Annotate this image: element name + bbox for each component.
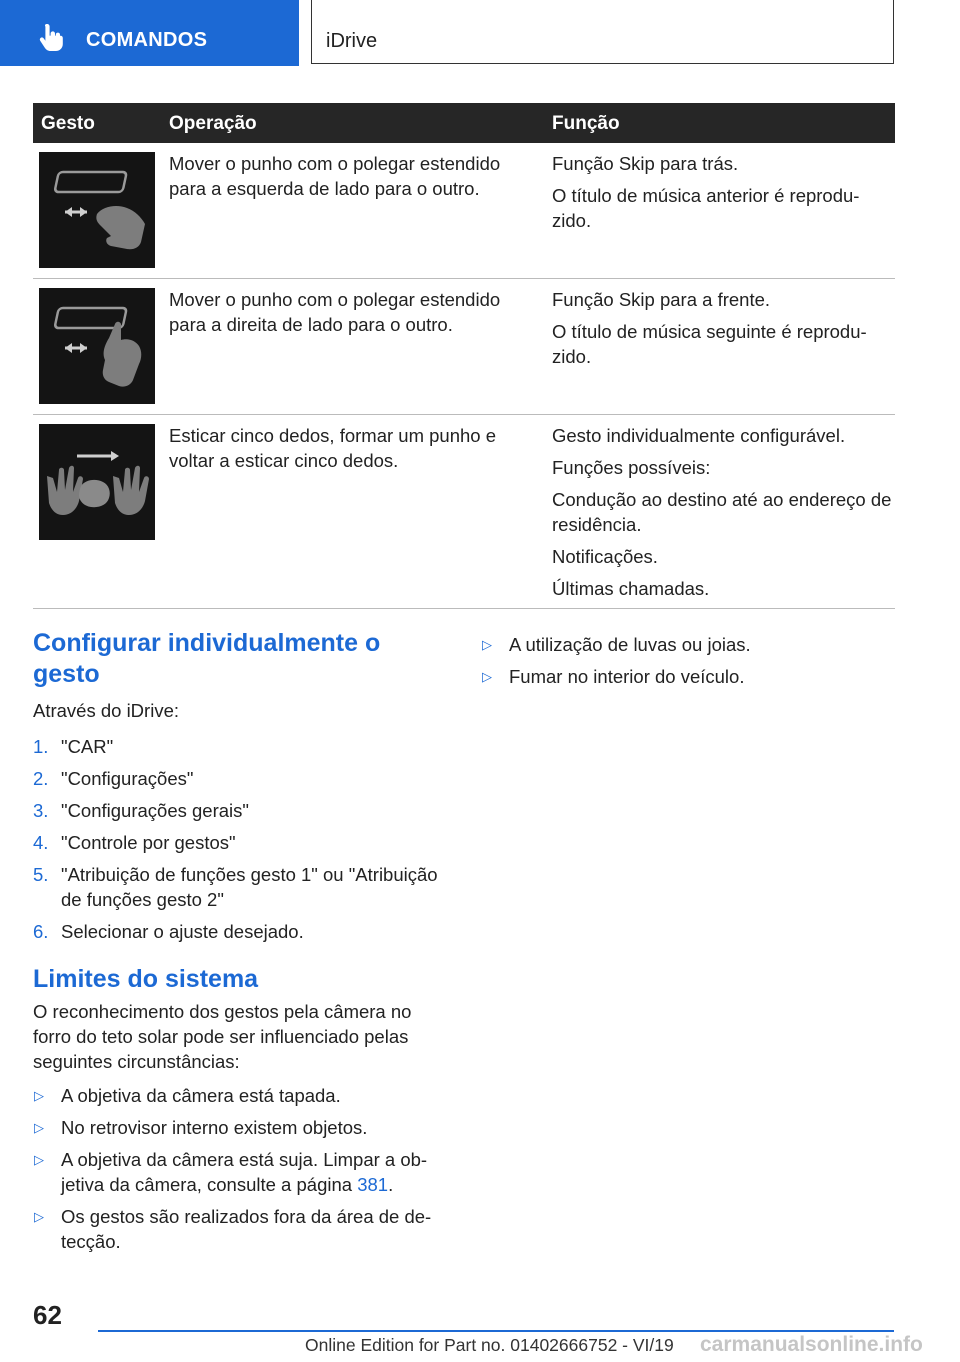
edition-text: Online Edition for Part no. 01402666752 - VI/19 — [305, 1335, 674, 1355]
config-heading: Configurar individualmente o gesto — [33, 629, 381, 688]
gesture-swipe-right-icon — [39, 288, 155, 404]
operation-text: Mover o punho com o polegar estendido para a esquerda de lado para o outro. — [169, 153, 501, 199]
operation-text: Mover o punho com o polegar estendido para a direita de lado para o outro. — [169, 289, 501, 335]
hand-pointer-icon — [38, 22, 66, 52]
column-header-operation: Operação — [169, 113, 257, 134]
list-item — [33, 798, 443, 823]
function-text — [552, 151, 892, 240]
function-line: Gesto individualmente configurável. — [552, 425, 846, 446]
table-row — [33, 279, 895, 415]
limits-list — [33, 1083, 443, 1254]
function-line: Últimas chamadas. — [552, 578, 710, 599]
function-line: O título de música seguinte é reprodu-zido. — [552, 321, 867, 367]
function-line: O título de música anterior é reprodu-zido. — [552, 185, 860, 231]
list-item — [33, 734, 443, 759]
column-header-function: Função — [552, 113, 620, 134]
list-item — [33, 1083, 443, 1108]
column-header-gesture: Gesto — [41, 113, 95, 134]
step-number: 4. — [33, 832, 49, 853]
step-text: "Configurações gerais" — [61, 800, 249, 821]
triangle-bullet-icon: ▷ — [482, 669, 492, 684]
list-item — [33, 830, 443, 855]
list-item — [481, 632, 891, 657]
function-line: Notificações. — [552, 546, 658, 567]
step-number: 2. — [33, 768, 49, 789]
list-item — [33, 766, 443, 791]
step-text: "CAR" — [61, 736, 114, 757]
bullet-text: . — [388, 1174, 394, 1195]
left-column — [33, 628, 443, 1261]
function-line: Funções possíveis: — [552, 457, 711, 478]
page-number: 62 — [33, 1300, 62, 1330]
table-header — [33, 103, 895, 143]
gesture-table — [33, 103, 895, 609]
section-title: COMANDOS — [86, 29, 208, 51]
triangle-bullet-icon: ▷ — [34, 1152, 44, 1167]
bullet-text: A objetiva da câmera está suja. Limpar a ob-jetiva da câmera, consulte a página — [61, 1149, 428, 1195]
chapter-header — [311, 0, 894, 64]
step-number: 3. — [33, 800, 49, 821]
gesture-swipe-left-icon — [39, 152, 155, 268]
list-item — [33, 862, 443, 912]
config-intro: Através do iDrive: — [33, 700, 179, 721]
function-line: Função Skip para a frente. — [552, 289, 771, 310]
table-row — [33, 415, 895, 609]
function-line: Função Skip para trás. — [552, 153, 739, 174]
operation-text: Esticar cinco dedos, formar um punho e voltar a esticar cinco dedos. — [169, 425, 496, 471]
step-number: 5. — [33, 864, 49, 885]
list-item — [33, 1147, 443, 1197]
triangle-bullet-icon: ▷ — [34, 1120, 44, 1135]
gesture-spread-fist-spread-icon — [39, 424, 155, 540]
list-item — [33, 1204, 443, 1254]
chapter-title: iDrive — [326, 30, 378, 52]
page-link[interactable]: 381 — [357, 1174, 389, 1195]
limits-intro: O reconhecimento dos gestos pela câmera no forro do teto solar pode ser influenciado pelas seguintes circunstâncias: — [33, 1001, 412, 1072]
config-steps — [33, 734, 443, 944]
function-line: Condução ao destino até ao endereço de residência. — [552, 489, 892, 535]
section-tab — [0, 0, 299, 66]
triangle-bullet-icon: ▷ — [34, 1088, 44, 1103]
bullet-text: No retrovisor interno existem objetos. — [61, 1117, 368, 1138]
function-text — [552, 287, 892, 376]
bullet-text: A utilização de luvas ou joias. — [509, 634, 751, 655]
limits-heading: Limites do sistema — [33, 965, 259, 993]
step-number: 1. — [33, 736, 49, 757]
step-number: 6. — [33, 921, 49, 942]
step-text: "Controle por gestos" — [61, 832, 236, 853]
triangle-bullet-icon: ▷ — [482, 637, 492, 652]
function-text — [552, 423, 892, 608]
bullet-text: Os gestos são realizados fora da área de de-tecção. — [61, 1206, 432, 1252]
step-text: "Atribuição de funções gesto 1" ou "Atribuição de funções gesto 2" — [61, 864, 438, 910]
table-row — [33, 143, 895, 279]
list-item — [33, 1115, 443, 1140]
step-text: Selecionar o ajuste desejado. — [61, 921, 304, 942]
bullet-text: Fumar no interior do veículo. — [509, 666, 745, 687]
right-column — [481, 632, 891, 696]
limits-list-continued — [481, 632, 891, 689]
list-item — [481, 664, 891, 689]
footer-divider — [98, 1330, 894, 1332]
list-item — [33, 919, 443, 944]
triangle-bullet-icon: ▷ — [34, 1209, 44, 1224]
step-text: "Configurações" — [61, 768, 194, 789]
bullet-text: A objetiva da câmera está tapada. — [61, 1085, 341, 1106]
watermark: carmanualsonline.info — [700, 1333, 923, 1356]
